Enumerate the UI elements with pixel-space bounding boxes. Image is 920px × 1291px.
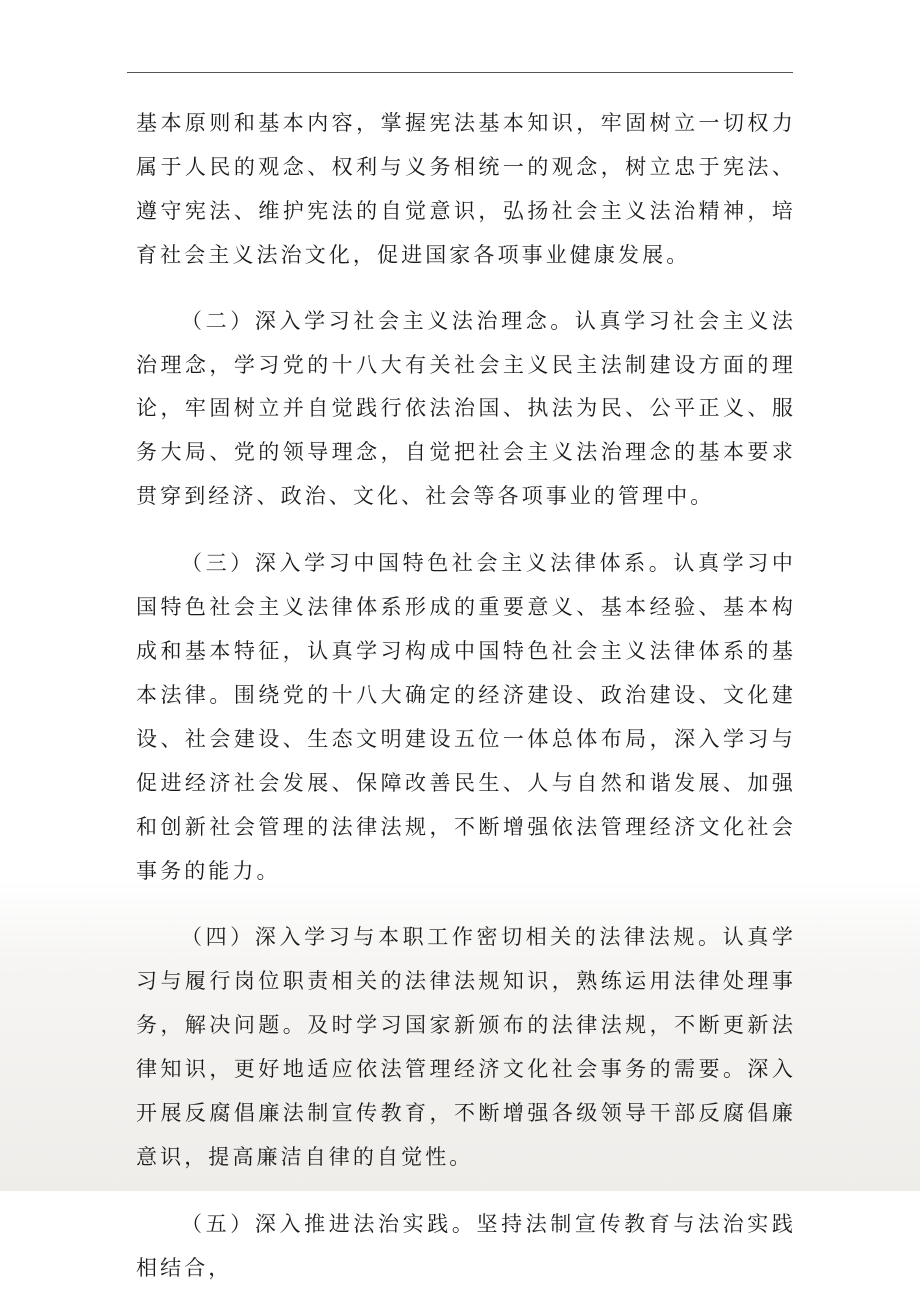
document-body (136, 102, 796, 1291)
paragraph-section-2: （二）深入学习社会主义法治理念。认真学习社会主义法治理念，学习党的十八大有关社会主义民主法制建设方面的理论，牢固树立并自觉践行依法治国、执法为民、公平正义、服务大局、党的领导理念，自觉把社会主义法治理念的基本要求贯穿到经济、政治、文化、社会等各项事业的管理中。 (136, 308, 796, 509)
paragraph-continuation: 基本原则和基本内容，掌握宪法基本知识，牢固树立一切权力属于人民的观念、权利与义务相统一的观念，树立忠于宪法、遵守宪法、维护宪法的自觉意识，弘扬社会主义法治精神，培育社会主义法治文化，促进国家各项事业健康发展。 (136, 111, 796, 267)
paragraph-section-4: （四）深入学习与本职工作密切相关的法律法规。认真学习与履行岗位职责相关的法律法规知识，熟练运用法律处理事务，解决问题。及时学习国家新颁布的法律法规，不断更新法律知识，更好地适应依法管理经济文化社会事务的需要。深入开展反腐倡廉法制宣传教育，不断增强各级领导干部反腐倡廉意识，提高廉洁自律的自觉性。 (136, 925, 796, 1169)
header-rule (127, 72, 793, 73)
paragraph-section-3: （三）深入学习中国特色社会主义法律体系。认真学习中国特色社会主义法律体系形成的重要意义、基本经验、基本构成和基本特征，认真学习构成中国特色社会主义法律体系的基本法律。围绕党的十八大确定的经济建设、政治建设、文化建设、社会建设、生态文明建设五位一体总体布局，深入学习与促进经济社会发展、保障改善民生、人与自然和谐发展、加强和创新社会管理的法律法规，不断增强依法管理经济文化社会事务的能力。 (136, 551, 796, 883)
paragraph-section-5: （五）深入推进法治实践。坚持法制宣传教育与法治实践相结合， (136, 1211, 796, 1280)
